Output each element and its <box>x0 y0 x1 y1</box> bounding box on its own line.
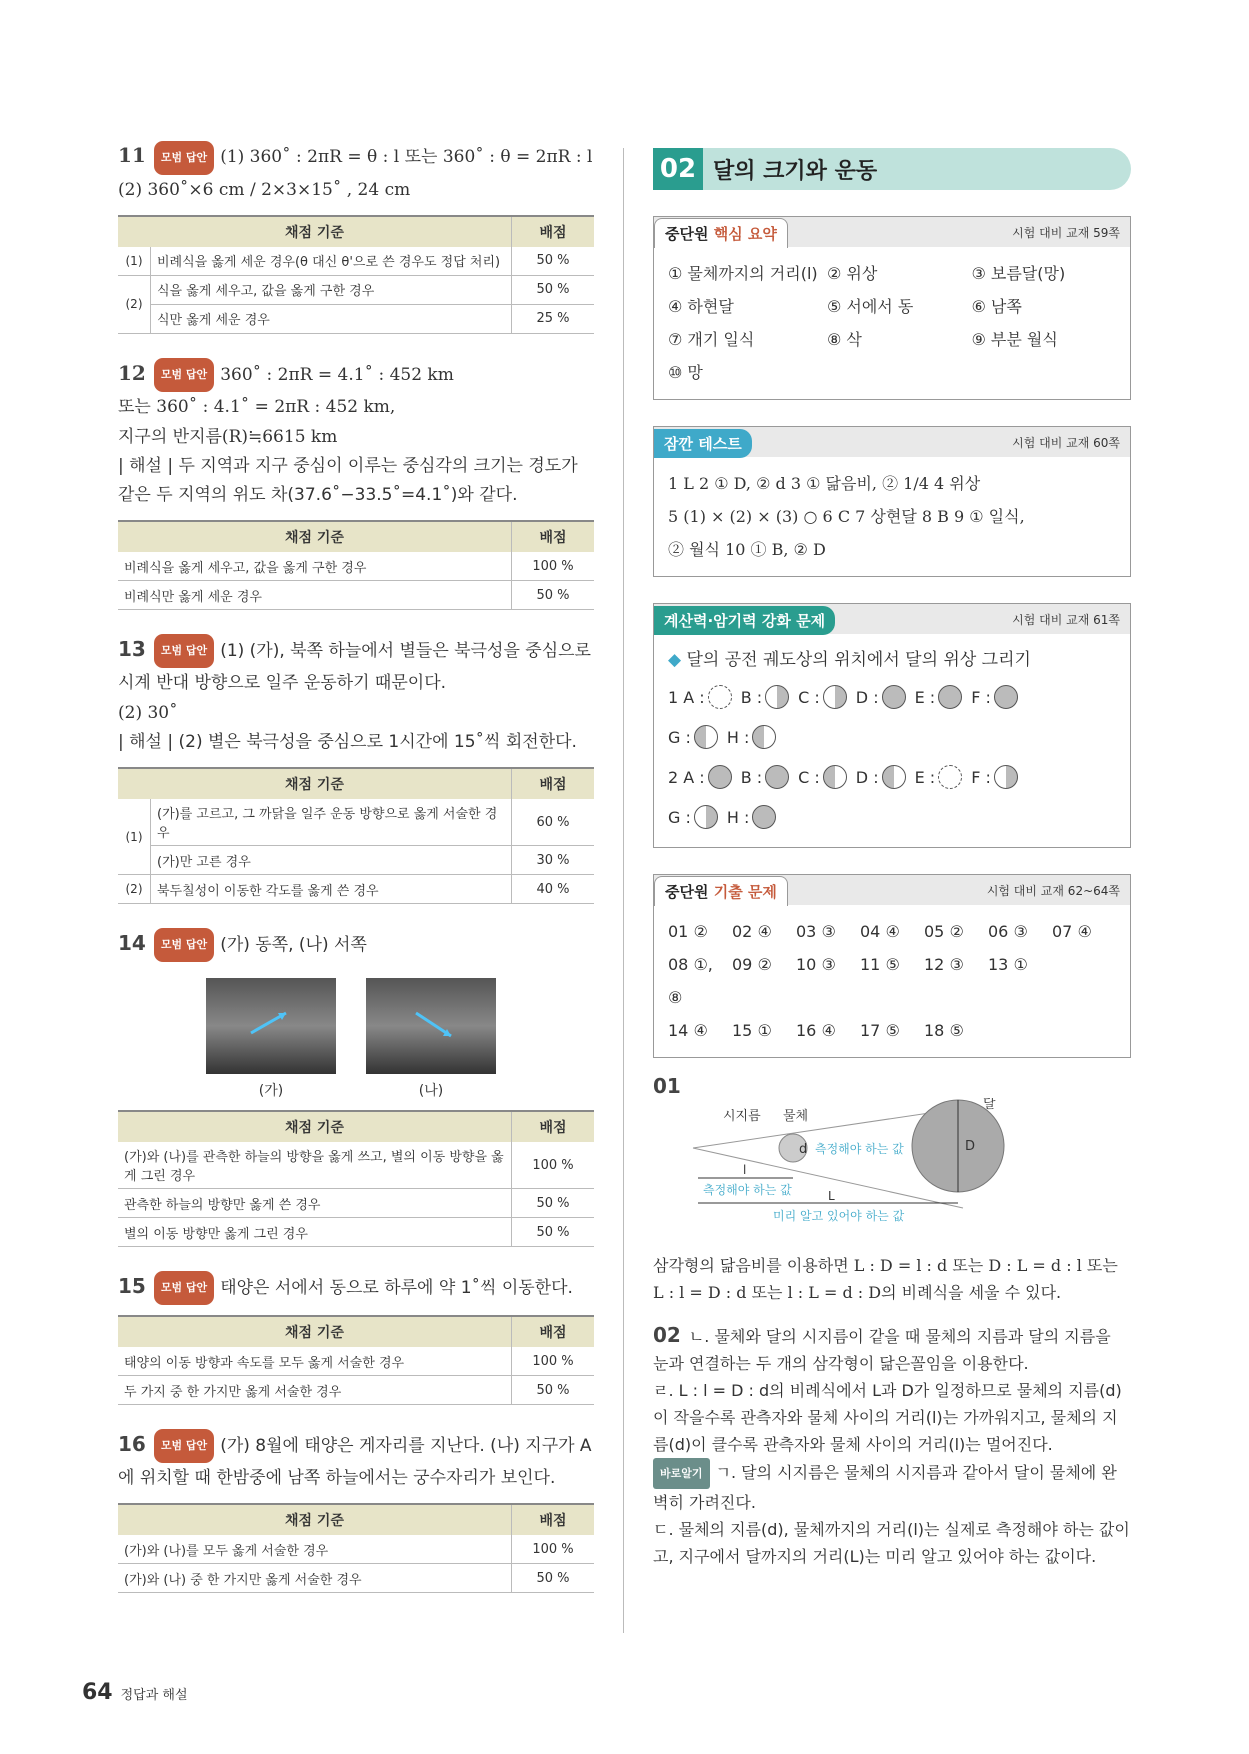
label-measure-2: 측정해야 하는 값 <box>703 1183 792 1197</box>
page-footer <box>82 1680 188 1705</box>
summary-items <box>654 247 1130 399</box>
label-L: L <box>828 1189 835 1203</box>
moon-phase-icon <box>752 805 776 829</box>
box-tag: 계산력·암기력 강화 문제 <box>654 606 835 635</box>
answer-item: 05 ② <box>924 922 964 941</box>
table-row: (1) 비례식을 옳게 세운 경우(θ 대신 θ'으로 쓴 경우도 정답 처리) 50 % <box>118 247 594 276</box>
phase-label: E : <box>914 687 936 707</box>
drill-subtitle: ◆ 달의 공전 궤도상의 위치에서 달의 위상 그리기 <box>668 650 1031 670</box>
table-row: 식만 옳게 세운 경우 25 % <box>118 304 594 333</box>
answer-item: 16 ④ <box>796 1021 836 1040</box>
phase-set-2 <box>668 757 1116 837</box>
summary-item: ① 물체까지의 거리(l) <box>668 264 818 283</box>
star-trail-photos: (가) (나) <box>206 978 594 1100</box>
moon-phase-icon <box>882 765 906 789</box>
drill-box: 계산력·암기력 강화 문제 시험 대비 교재 61쪽 ◆ 달의 공전 궤도상의 위치에서 달의 위상 그리기 1 A : B : C : D : E : F : G : H : 2 A : B : C : D : E : F : G : H : <box>653 603 1131 848</box>
phase-label: C : <box>798 687 820 707</box>
phase-label: F : <box>971 687 991 707</box>
answer-item: 02 ④ <box>732 922 772 941</box>
table-row: 두 가지 중 한 가지만 옳게 서술한 경우 50 % <box>118 1376 594 1405</box>
question-13: 13 모범 답안 (1) (가), 북쪽 하늘에서 별들은 북극성을 중심으로 시계 반대 방향으로 일주 운동하기 때문이다. (2) 30˚ | 해설 | (2) 별은 북극성을 중심으로 1시간에 15˚씩 회전한다. 채점 기준 배점 (1) (가)를 고르고, 그 까닭을 일주 운동 방향으로 옳게 서술한 경우 60 % (가)만 고른 경우 30 % (2) 북두칠성이 이동한 각도를 옳게 쓴 경우 40 % <box>118 634 594 904</box>
answer-text: (1) 360˚ : 2πR = θ : l 또는 360˚ : θ = 2πR : l <box>220 147 593 167</box>
moon-phase-icon <box>765 765 789 789</box>
moon-phase-icon <box>708 685 732 709</box>
table-row: 별의 이동 방향만 옳게 그린 경우 50 % <box>118 1218 594 1247</box>
label-angle: 시지름 <box>723 1109 761 1124</box>
phase-label: H : <box>726 727 750 747</box>
answer-item: 04 ④ <box>860 922 900 941</box>
moon-phase-icon <box>994 685 1018 709</box>
phase-label: E : <box>914 767 936 787</box>
table-row: 비례식만 옳게 세운 경우 50 % <box>118 581 594 610</box>
scoring-table: 채점 기준 배점 태양의 이동 방향과 속도를 모두 옳게 서술한 경우 100 % 두 가지 중 한 가지만 옳게 서술한 경우 50 % <box>118 1315 594 1405</box>
box-tag: 잠깐 테스트 <box>654 429 752 458</box>
question-14: 14 모범 답안 (가) 동쪽, (나) 서쪽 (가) (나) 채점 기준 배점 (가)와 (나)를 관측한 하늘의 방향을 옳게 쓰고, 별의 이동 방향을 옳게 그린 경우 100 % 관측한 하늘의 방향만 옳게 쓴 경우 50 % 별의 이동 방향만 옳게 그린 경우 50 % <box>118 928 594 1247</box>
answer-item: 06 ③ <box>988 922 1028 941</box>
answer-item: 07 ④ <box>1052 922 1092 941</box>
phase-label: C : <box>798 767 820 787</box>
left-column <box>118 140 594 1617</box>
table-row: (가)와 (나)를 모두 옳게 서술한 경우 100 % <box>118 1535 594 1564</box>
past-exam-box: 중단원 기출 문제 시험 대비 교재 62~64쪽 01 ② 02 ④ 03 ③ 04 ④ 05 ② 06 ③ 07 ④ 08 ①, ⑧ 09 ② 10 ③ 11 ⑤ 12 ③ 13 ① 14 ④ 15 ① 16 ④ 17 ⑤ 18 ⑤ <box>653 874 1131 1058</box>
scoring-table: 채점 기준 배점 (가)와 (나)를 관측한 하늘의 방향을 옳게 쓰고, 별의 이동 방향을 옳게 그린 경우 100 % 관측한 하늘의 방향만 옳게 쓴 경우 50 % 별의 이동 방향만 옳게 그린 경우 50 % <box>118 1110 594 1247</box>
answer-badge: 모범 답안 <box>154 358 214 392</box>
phase-label: D : <box>855 767 879 787</box>
answer-item: 01 ② <box>668 922 708 941</box>
question-number: 11 <box>118 143 146 167</box>
box-tag: 중단원 기출 문제 <box>654 876 788 906</box>
answer-item: 15 ① <box>732 1021 772 1040</box>
answer-item: 17 ⑤ <box>860 1021 900 1040</box>
star-trail-photo-b <box>366 978 496 1074</box>
section-number: 02 <box>653 148 703 190</box>
answer-item: 03 ③ <box>796 922 836 941</box>
phase-label: G : <box>668 807 691 827</box>
table-row: (1) (가)를 고르고, 그 까닭을 일주 운동 방향으로 옳게 서술한 경우 60 % <box>118 799 594 846</box>
question-number: 12 <box>118 360 146 385</box>
question-11 <box>118 140 594 334</box>
quick-test-box: 잠깐 테스트 시험 대비 교재 60쪽 1 L 2 ① D, ② d 3 ① 닮음비, ② 1/4 4 위상 5 (1) × (2) × (3) ○ 6 C 7 상현달 8 B 9 ① 일식, ② 월식 10 ① B, ② D <box>653 426 1131 577</box>
table-header: 채점 기준 <box>118 216 512 247</box>
footer-label: 정답과 해설 <box>120 1688 188 1703</box>
section-header <box>653 148 1131 190</box>
summary-item: ⑥ 남쪽 <box>971 297 1022 316</box>
table-row: 태양의 이동 방향과 속도를 모두 옳게 서술한 경우 100 % <box>118 1347 594 1376</box>
moon-diameter-diagram <box>653 1098 1123 1248</box>
moon-phase-icon <box>994 765 1018 789</box>
moon-phase-icon <box>882 685 906 709</box>
summary-item: ③ 보름달(망) <box>971 264 1066 283</box>
label-object: 물체 <box>783 1109 809 1124</box>
moon-phase-icon <box>938 685 962 709</box>
summary-item: ⑨ 부분 월식 <box>971 330 1058 349</box>
label-D: D <box>965 1139 976 1154</box>
scoring-table: 채점 기준 배점 (1) (가)를 고르고, 그 까닭을 일주 운동 방향으로 옳게 서술한 경우 60 % (가)만 고른 경우 30 % (2) 북두칠성이 이동한 각도를 옳게 쓴 경우 40 % <box>118 767 594 904</box>
moon-phase-icon <box>765 685 789 709</box>
phase-label: G : <box>668 727 691 747</box>
label-measure: 측정해야 하는 값 <box>815 1142 904 1156</box>
box-tag: 중단원 핵심 요약 <box>654 218 788 248</box>
label-l: l <box>743 1163 747 1177</box>
label-d: d <box>799 1142 808 1157</box>
summary-item: ⑧ 삭 <box>826 330 862 349</box>
moon-phase-icon <box>938 765 962 789</box>
answer-grid <box>654 905 1130 1057</box>
summary-item: ⑤ 서에서 동 <box>826 297 914 316</box>
table-row: (2) 북두칠성이 이동한 각도를 옳게 쓴 경우 40 % <box>118 875 594 904</box>
phase-set-1 <box>668 677 1116 757</box>
moon-phase-icon <box>823 685 847 709</box>
answer-item: 13 ① <box>988 955 1028 974</box>
answer-text: (2) 360˚×6 cm / 2×3×15˚ , 24 cm <box>118 179 411 200</box>
answer-item: 08 ①, ⑧ <box>668 955 713 1007</box>
phase-label: F : <box>971 767 991 787</box>
table-row: 비례식을 옳게 세우고, 값을 옳게 구한 경우 100 % <box>118 552 594 581</box>
page-number: 64 <box>82 1680 113 1705</box>
table-header: 배점 <box>512 216 595 247</box>
answer-item: 14 ④ <box>668 1021 708 1040</box>
star-trail-photo-a <box>206 978 336 1074</box>
label-moon: 달 <box>983 1098 996 1112</box>
table-row: (2) 식을 옳게 세우고, 값을 옳게 구한 경우 50 % <box>118 275 594 304</box>
right-column <box>653 148 1131 1570</box>
answer-item: 10 ③ <box>796 955 836 974</box>
phase-label: B : <box>740 767 763 787</box>
explanation: | 해설 | (2) 별은 북극성을 중심으로 1시간에 15˚씩 회전한다. <box>118 732 577 752</box>
answer-item: 11 ⑤ <box>860 955 900 974</box>
column-divider <box>623 148 624 1633</box>
table-row: (가)만 고른 경우 30 % <box>118 846 594 875</box>
summary-item: ② 위상 <box>826 264 878 283</box>
table-row: 관측한 하늘의 방향만 옳게 쓴 경우 50 % <box>118 1189 594 1218</box>
summary-item: ⑩ 망 <box>668 363 703 382</box>
table-row: (가)와 (나) 중 한 가지만 옳게 서술한 경우 50 % <box>118 1564 594 1593</box>
question-15: 15 모범 답안 태양은 서에서 동으로 하루에 약 1˚씩 이동한다. 채점 기준 배점 태양의 이동 방향과 속도를 모두 옳게 서술한 경우 100 % 두 가지 중 한 가지만 옳게 서술한 경우 50 % <box>118 1271 594 1405</box>
table-row: (가)와 (나)를 관측한 하늘의 방향을 옳게 쓰고, 별의 이동 방향을 옳게 그린 경우 100 % <box>118 1142 594 1189</box>
answer-item: 18 ⑤ <box>924 1021 964 1040</box>
label-known: 미리 알고 있어야 하는 값 <box>773 1209 905 1223</box>
answer-01: 01 시지름 물체 달 d D 측정해야 하는 값 l 측정해야 하는 값 L 미리 알고 있어야 하는 값 삼각형의 닮음비를 이용하면 L : D = l : d 또는 D : L = d : l 또는 L : l = D : d 또는 l : L = d : D의 비례식을 세울 수 있다. <box>653 1074 1131 1306</box>
answer-item <box>1052 948 1116 1014</box>
phase-label: B : <box>740 687 763 707</box>
question-12: 12 모범 답안 360˚ : 2πR = 4.1˚ : 452 km 또는 360˚ : 4.1˚ = 2πR : 452 km, 지구의 반지름(R)≒6615 km | 해설 | 두 지역과 지구 중심이 이루는 중심각의 크기는 경도가 같은 두 지역의 위도 차(37.6˚−33.5˚=4.1˚)와 같다. 채점 기준 배점 비례식을 옳게 세우고, 값을 옳게 구한 경우 100 % 비례식만 옳게 세운 경우 50 % <box>118 358 594 611</box>
answer-badge: 모범 답안 <box>154 141 214 175</box>
moon-phase-icon <box>694 805 718 829</box>
page-reference: 시험 대비 교재 59쪽 <box>1012 225 1120 240</box>
scoring-table <box>118 215 594 334</box>
phase-label: H : <box>726 807 750 827</box>
summary-item: ⑦ 개기 일식 <box>668 330 755 349</box>
answer-02: 02 ㄴ. 물체와 달의 시지름이 같을 때 물체의 지름과 달의 지름을 눈과 연결하는 두 개의 삼각형이 닮은꼴임을 이용한다. ㄹ. L : l = D : d의 비례식에서 L과 D가 일정하므로 물체의 지름(d)이 작을수록 관측자와 물체 사이의 거리(l)는 가까워지고, 물체의 지름(d)이 클수록 관측자와 물체 사이의 거리(l)는 멀어진다. 바로알기 ㄱ. 달의 시지름은 물체의 시지름과 같아서 달이 물체에 완벽히 가려진다. ㄷ. 물체의 지름(d), 물체까지의 거리(l)는 실제로 측정해야 하는 값이고, 지구에서 달까지의 거리(L)는 미리 알고 있어야 하는 값이다. <box>653 1323 1130 1566</box>
section-title: 달의 크기와 운동 <box>713 158 878 184</box>
answer-item: 12 ③ <box>924 955 964 974</box>
phase-label: 1 A : <box>668 687 705 707</box>
moon-phase-icon <box>823 765 847 789</box>
scoring-table: 채점 기준 배점 비례식을 옳게 세우고, 값을 옳게 구한 경우 100 % 비례식만 옳게 세운 경우 50 % <box>118 520 594 610</box>
explanation: | 해설 | 두 지역과 지구 중심이 이루는 중심각의 크기는 경도가 같은 두 지역의 위도 차(37.6˚−33.5˚=4.1˚)와 같다. <box>118 456 578 505</box>
moon-phase-icon <box>694 725 718 749</box>
moon-phase-icon <box>752 725 776 749</box>
question-16: 16 모범 답안 (가) 8월에 태양은 게자리를 지난다. (나) 지구가 A에 위치할 때 한밤중에 남쪽 하늘에서는 궁수자리가 보인다. 채점 기준 배점 (가)와 (나)를 모두 옳게 서술한 경우 100 % (가)와 (나) 중 한 가지만 옳게 서술한 경우 50 % <box>118 1429 594 1593</box>
phase-label: 2 A : <box>668 767 705 787</box>
scoring-table: 채점 기준 배점 (가)와 (나)를 모두 옳게 서술한 경우 100 % (가)와 (나) 중 한 가지만 옳게 서술한 경우 50 % <box>118 1503 594 1593</box>
phase-label: D : <box>855 687 879 707</box>
correction-badge: 바로알기 <box>653 1458 710 1489</box>
summary-box <box>653 216 1131 400</box>
moon-phase-icon <box>708 765 732 789</box>
summary-item: ④ 하현달 <box>668 297 734 316</box>
answer-item: 09 ② <box>732 955 772 974</box>
